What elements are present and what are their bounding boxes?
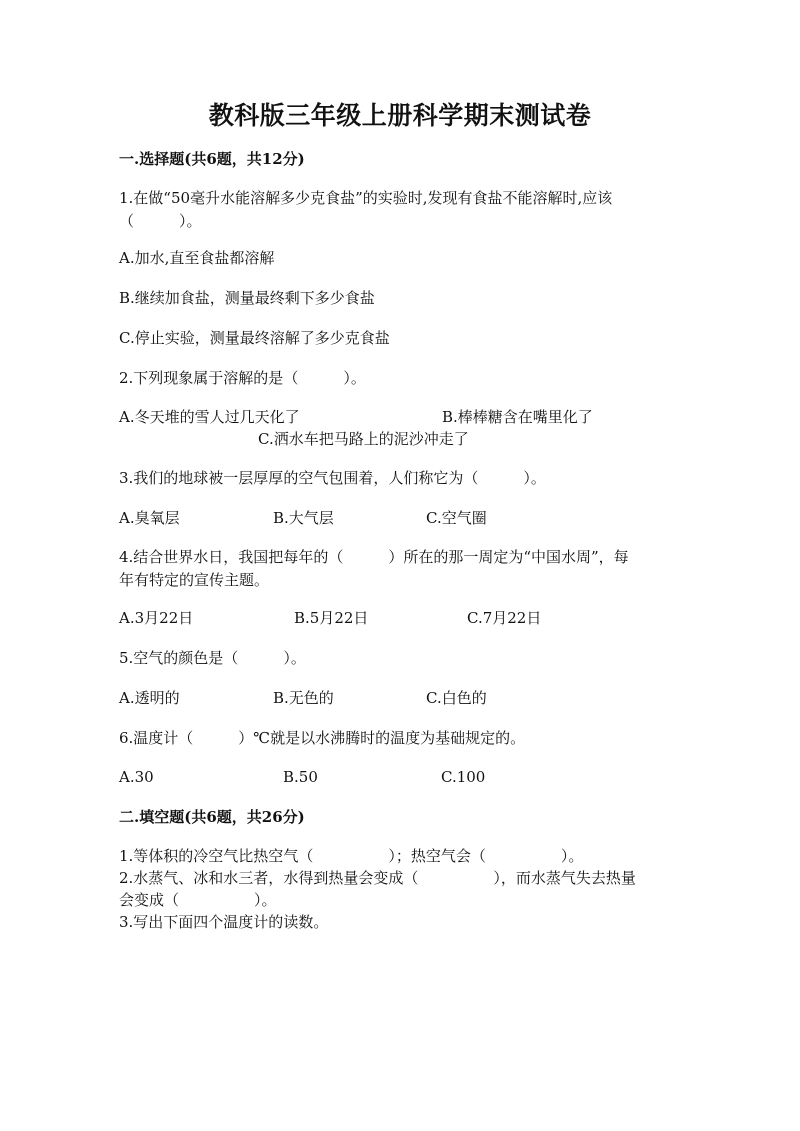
question-1-option-b: B.继续加食盐，测量最终剩下多少食盐 bbox=[119, 289, 375, 307]
section-heading-choice: 一.选择题(共6题，共12分) bbox=[119, 150, 305, 168]
question-2-option-a: A.冬天堆的雪人过几天化了 bbox=[119, 408, 300, 426]
question-2-option-b: B.棒棒糖含在嘴里化了 bbox=[442, 408, 593, 426]
fill-question-2-line1: 2.水蒸气、冰和水三者，水得到热量会变成（ ），而水蒸气失去热量 bbox=[119, 869, 636, 887]
question-5-option-a: A.透明的 bbox=[119, 689, 180, 707]
question-4-stem-line1: 4.结合世界水日，我国把每年的（ ）所在的那一周定为“中国水周”，每 bbox=[119, 548, 629, 566]
question-6-option-b: B.50 bbox=[283, 768, 318, 786]
fill-question-2-line2: 会变成（ ）。 bbox=[119, 891, 277, 909]
question-3-option-c: C.空气圈 bbox=[426, 509, 487, 527]
fill-question-1: 1.等体积的冷空气比热空气（ ）；热空气会（ ）。 bbox=[119, 847, 584, 865]
fill-question-3: 3.写出下面四个温度计的读数。 bbox=[119, 913, 329, 931]
question-3-option-a: A.臭氧层 bbox=[119, 509, 180, 527]
question-1-option-c: C.停止实验，测量最终溶解了多少克食盐 bbox=[119, 329, 390, 347]
question-5-stem: 5.空气的颜色是（ ）。 bbox=[119, 649, 306, 667]
question-4-option-a: A.3月22日 bbox=[119, 609, 194, 627]
question-4-option-c: C.7月22日 bbox=[467, 609, 542, 627]
question-3-stem: 3.我们的地球被一层厚厚的空气包围着，人们称它为（ ）。 bbox=[119, 469, 546, 487]
question-6-option-c: C.100 bbox=[441, 768, 486, 786]
question-2-stem: 2.下列现象属于溶解的是（ ）。 bbox=[119, 369, 366, 387]
question-1-stem-line1: 1.在做“50毫升水能溶解多少克食盐”的实验时,发现有食盐不能溶解时,应该 bbox=[119, 189, 613, 207]
question-5-option-b: B.无色的 bbox=[273, 689, 334, 707]
section-heading-fill-in: 二.填空题(共6题，共26分) bbox=[119, 808, 305, 826]
question-2-option-c: C.洒水车把马路上的泥沙冲走了 bbox=[258, 430, 469, 448]
page-title: 教科版三年级上册科学期末测试卷 bbox=[208, 101, 592, 130]
question-1-option-a: A.加水,直至食盐都溶解 bbox=[119, 249, 275, 267]
question-1-stem-line2: （ ）。 bbox=[119, 212, 202, 230]
question-5-option-c: C.白色的 bbox=[426, 689, 487, 707]
question-4-stem-line2: 年有特定的宣传主题。 bbox=[119, 571, 270, 589]
question-6-stem: 6.温度计（ ）℃就是以水沸腾时的温度为基础规定的。 bbox=[119, 729, 526, 747]
question-6-option-a: A.30 bbox=[119, 768, 154, 786]
question-3-option-b: B.大气层 bbox=[273, 509, 334, 527]
question-4-option-b: B.5月22日 bbox=[294, 609, 369, 627]
